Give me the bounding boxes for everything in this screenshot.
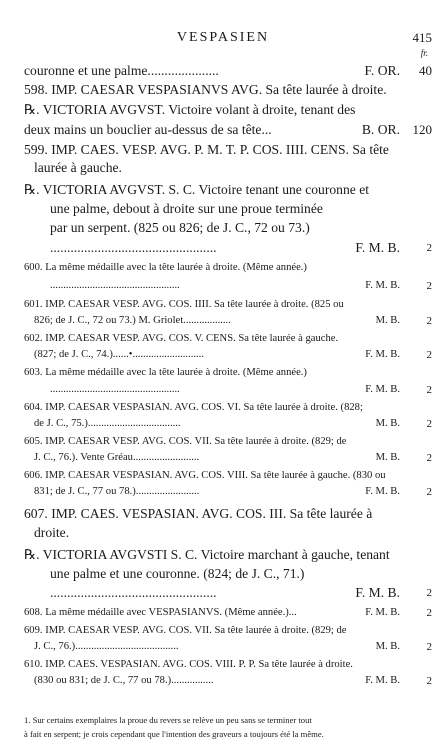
price-value: 40 (419, 63, 432, 78)
text-line: ℞. VICTORIA AVGVST. Victoire volant à droite, tenant des (24, 102, 356, 117)
text-line: 610. IMP. CAES. VESPASIAN. AVG. COS. VIII. P. P. Sa tête laurée à droite. (24, 659, 353, 670)
price-value: 2 (426, 384, 432, 396)
text-line: ................................................. F. M. B. (50, 240, 400, 255)
text-line: 831; de J. C., 77 ou 78.)........................ F. M. B. (34, 486, 400, 497)
text-line: 599. IMP. CAES. VESP. AVG. P. M. T. P. COS. IIII. CENS. Sa tête (24, 142, 389, 157)
column-unit-label: fr. (420, 48, 428, 58)
denomination-label: M. B. (373, 641, 400, 652)
text-line: 600. La même médaille avec la tête laurée à droite. (Même année.) (24, 262, 307, 273)
text-line: par un serpent. (825 ou 826; de J. C., 72 ou 73.) (50, 220, 310, 235)
denomination-label: F. M. B. (352, 240, 400, 256)
price-value: 2 (426, 641, 432, 653)
denomination-label: F. M. B. (362, 675, 400, 686)
text-line: ................................................. F. M. B. (50, 384, 400, 395)
denomination-label: M. B. (373, 315, 400, 326)
price-value: 2 (426, 675, 432, 687)
text-line: 609. IMP. CAESAR VESP. AVG. COS. VII. Sa tête laurée à droite. (829; de (24, 625, 347, 636)
text-line: ................................................. F. M. B. (50, 585, 400, 600)
text-line: 603. La même médaille avec la tête laurée à droite. (Même année.) (24, 367, 307, 378)
price-value: 2 (426, 242, 432, 254)
text-line: une palme, debout à droite sur une proue terminée (50, 201, 323, 216)
price-value: 2 (426, 587, 432, 599)
price-value: 2 (426, 452, 432, 464)
denomination-label: B. OR. (359, 122, 400, 138)
denomination-label: M. B. (373, 418, 400, 429)
text-line: ℞. VICTORIA AVGVST. S. C. Victoire tenant une couronne et (24, 182, 370, 197)
text-line: ................................................. F. M. B. (50, 280, 400, 291)
text-line: 602. IMP. CAESAR VESP. AVG. COS. V. CENS. Sa tête laurée à gauche. (24, 333, 339, 344)
text-line: couronne et une palme..................... F. OR. (24, 63, 400, 78)
text-line: 606. IMP. CAESAR VESPASIAN. AVG. COS. VIII. Sa tête laurée à gauche. (830 ou (24, 470, 386, 481)
text-line: 601. IMP. CAESAR VESP. AVG. COS. IIII. Sa tête laurée à droite. (825 ou (24, 299, 344, 310)
page-number: 415 (412, 30, 432, 45)
text-line: 826; de J. C., 72 ou 73.) M. Griolet.................. M. B. (34, 315, 400, 326)
text-line: 607. IMP. CAES. VESPASIAN. AVG. COS. III. Sa tête laurée à (24, 506, 373, 521)
price-value: 2 (426, 607, 432, 619)
denomination-label: M. B. (373, 452, 400, 463)
text-line: laurée à gauche. (34, 160, 122, 175)
denomination-label: F. M. B. (362, 349, 400, 360)
text-line: (830 ou 831; de J. C., 77 ou 78.)................ F. M. B. (34, 675, 400, 686)
text-line: de J. C., 75.)................................... M. B. (34, 418, 400, 429)
text-line: deux mains un bouclier au-dessus de sa tête... B. OR. (24, 122, 400, 137)
price-value: 2 (426, 349, 432, 361)
price-value: 2 (426, 486, 432, 498)
denomination-label: F. M. B. (362, 384, 400, 395)
running-title: VESPASIEN (176, 30, 270, 45)
text-line: 605. IMP. CAESAR VESP. AVG. COS. VII. Sa tête laurée à droite. (829; de (24, 436, 347, 447)
denomination-label: F. OR. (361, 63, 400, 79)
price-value: 2 (426, 315, 432, 327)
text-line: J. C., 76.). Vente Gréau......................... M. B. (34, 452, 400, 463)
text-line: ℞. VICTORIA AVGVSTI S. C. Victoire marchant à gauche, tenant (24, 547, 390, 562)
denomination-label: F. M. B. (362, 486, 400, 497)
denomination-label: F. M. B. (362, 607, 400, 618)
text-line: droite. (34, 525, 70, 540)
denomination-label: F. M. B. (352, 585, 400, 601)
text-line: une palme et une couronne. (824; de J. C., 71.) (50, 566, 305, 581)
price-value: 120 (412, 122, 432, 137)
price-value: 2 (426, 280, 432, 292)
text-line: 598. IMP. CAESAR VESPASIANVS AVG. Sa tête laurée à droite. (24, 82, 387, 97)
footnote-line: à fait en serpent; je crois cependant que l'intention des graveurs a toujours été la même. (24, 729, 324, 739)
text-line: 608. La même médaille avec VESPASIANVS. (Même année.)... F. M. B. (24, 607, 400, 618)
text-line: 604. IMP. CAESAR VESPASIAN. AVG. COS. VI. Sa tête laurée à droite. (828; (24, 402, 363, 413)
text-line: (827; de J. C., 74.)......•........................... F. M. B. (34, 349, 400, 360)
footnote-line: 1. Sur certains exemplaires la proue du revers se relève un peu sans se terminer tout (24, 715, 312, 725)
denomination-label: F. M. B. (362, 280, 400, 291)
price-value: 2 (426, 418, 432, 430)
text-line: J. C., 76.)....................................... M. B. (34, 641, 400, 652)
